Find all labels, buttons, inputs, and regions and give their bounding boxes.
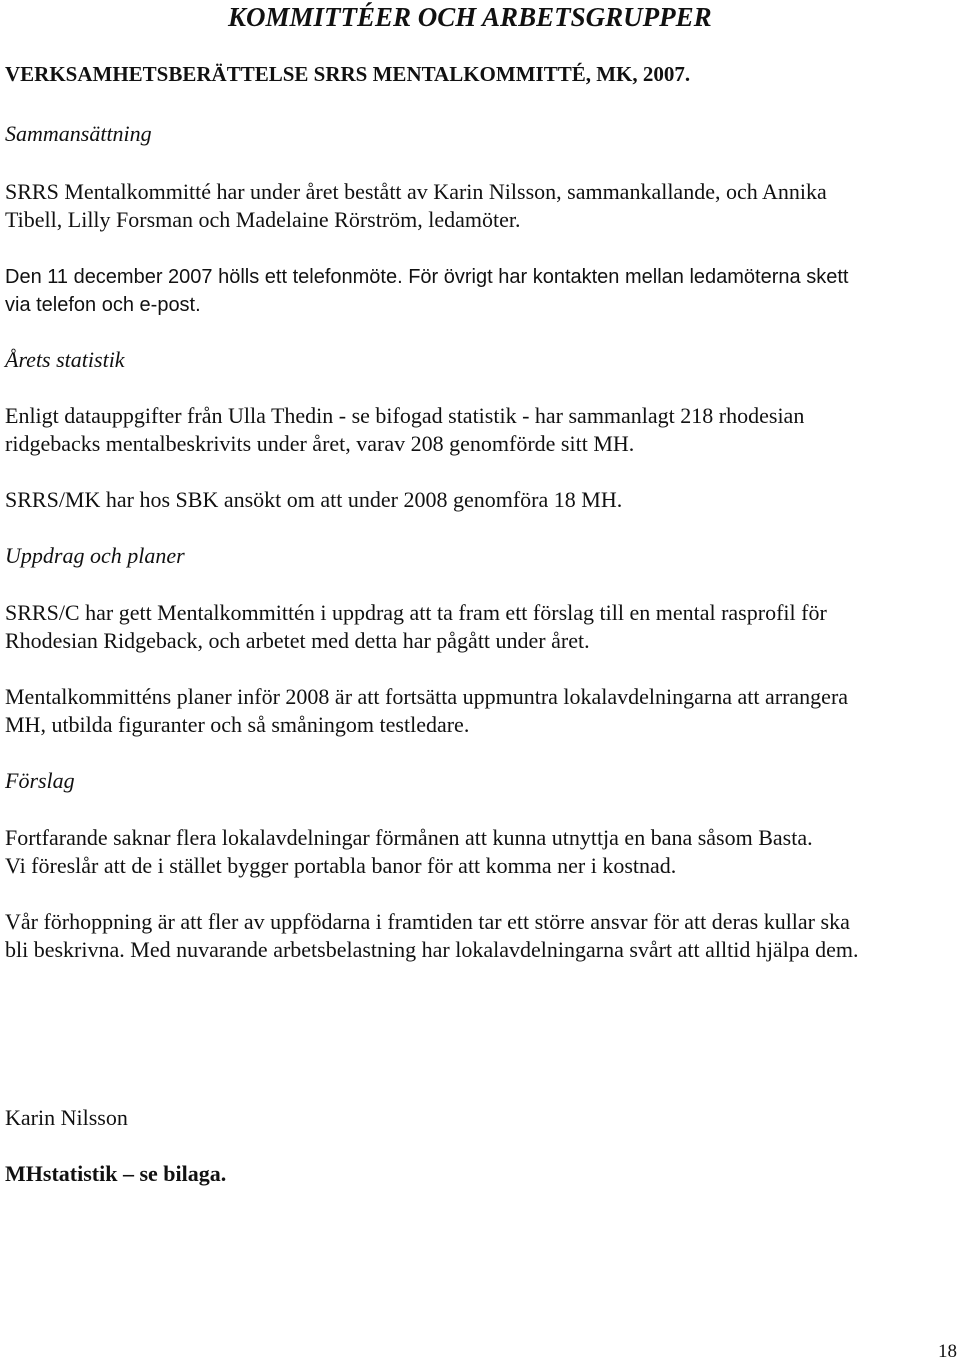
paragraph-line: Vi föreslår att de i stället bygger portabla banor för att komma ner i kostnad. (5, 853, 677, 878)
hope-paragraph (5, 908, 955, 964)
section-heading-proposals: Förslag (5, 768, 75, 793)
paragraph-line: Vår förhoppning är att fler av uppfödarna i framtiden tar ett större ansvar för att deras kullar ska (5, 909, 850, 934)
paragraph-line: ridgebacks mentalbeskrivits under året, varav 208 genomförde sitt MH. (5, 431, 635, 456)
assignment-paragraph (5, 599, 955, 655)
paragraph-line: Mentalkommitténs planer inför 2008 är att fortsätta uppmuntra lokalavdelningarna att arrangera (5, 684, 849, 709)
paragraph-line: Tibell, Lilly Forsman och Madelaine Rörström, ledamöter. (5, 207, 521, 232)
meeting-paragraph (5, 263, 955, 319)
paragraph-line: Enligt datauppgifter från Ulla Thedin - se bifogad statistik - har sammanlagt 218 rhodesian (5, 403, 805, 428)
section-heading-statistics: Årets statistik (5, 347, 125, 372)
paragraph-line: Fortfarande saknar flera lokalavdelningar förmånen att kunna utnyttja en bana såsom Basta. (5, 825, 813, 850)
section-heading-composition: Sammansättning (5, 121, 152, 146)
page-number: 18 (938, 1341, 957, 1362)
signature: Karin Nilsson (5, 1105, 128, 1130)
section-heading-assignment: Uppdrag och planer (5, 543, 185, 568)
paragraph-line: via telefon och e-post. (5, 294, 201, 316)
statistics-paragraph (5, 402, 955, 458)
main-title: KOMMITTÉER OCH ARBETSGRUPPER (228, 2, 712, 32)
attachment-note: MHstatistik – se bilaga. (5, 1161, 227, 1186)
paragraph-line: SRRS Mentalkommitté har under året bestått av Karin Nilsson, sammankallande, och Annika (5, 179, 827, 204)
report-title: VERKSAMHETSBERÄTTELSE SRRS MENTALKOMMITTÉ, MK, 2007. (5, 62, 691, 86)
paragraph-line: Rhodesian Ridgeback, och arbetet med detta har pågått under året. (5, 628, 590, 653)
proposals-paragraph (5, 824, 955, 880)
paragraph-line: Den 11 december 2007 hölls ett telefonmöte. För övrigt har kontakten mellan ledamöterna skett (5, 266, 849, 288)
paragraph-line: MH, utbilda figuranter och så småningom testledare. (5, 712, 470, 737)
plans-paragraph (5, 683, 955, 739)
application-paragraph: SRRS/MK har hos SBK ansökt om att under 2008 genomföra 18 MH. (5, 487, 623, 512)
paragraph-line: bli beskrivna. Med nuvarande arbetsbelastning har lokalavdelningarna svårt att alltid hjälpa dem. (5, 937, 859, 962)
members-paragraph (5, 178, 955, 234)
paragraph-line: SRRS/C har gett Mentalkommittén i uppdrag att ta fram ett förslag till en mental rasprofil för (5, 600, 827, 625)
